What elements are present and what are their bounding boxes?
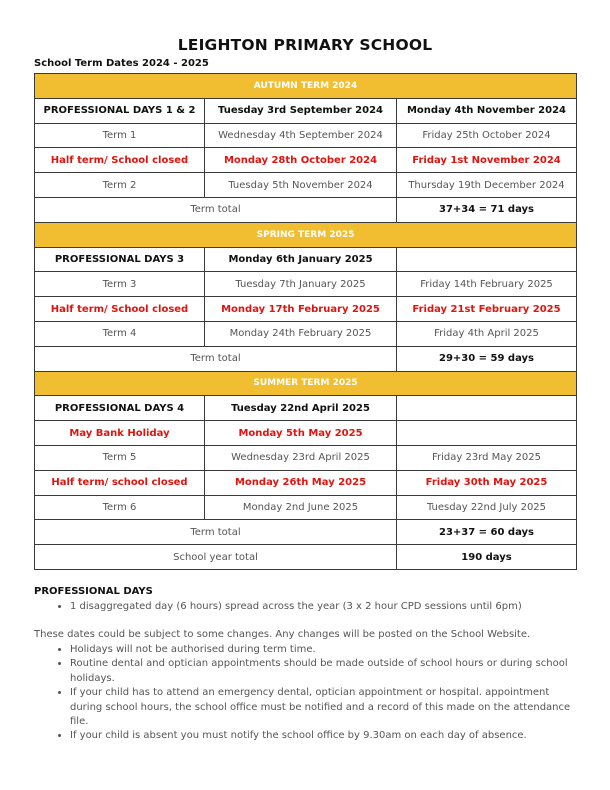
- term-total-value: 29+30 = 59 days: [397, 346, 577, 371]
- start-date: Monday 2nd June 2025: [205, 495, 397, 520]
- summer-term-header: SUMMER TERM 2025: [35, 371, 577, 396]
- row-label: PROFESSIONAL DAYS 4: [35, 396, 205, 421]
- table-row: [35, 297, 577, 322]
- end-date: [397, 396, 577, 421]
- end-date: Friday 25th October 2024: [397, 123, 577, 148]
- end-date: Friday 14th February 2025: [397, 272, 577, 297]
- end-date: Friday 21st February 2025: [397, 297, 577, 322]
- notice-list: [34, 643, 576, 744]
- row-label: May Bank Holiday: [35, 421, 205, 446]
- table-row: [35, 148, 577, 173]
- table-row: [35, 272, 577, 297]
- row-label: Term 6: [35, 495, 205, 520]
- school-year-total-label: School year total: [35, 545, 397, 570]
- end-date: Thursday 19th December 2024: [397, 173, 577, 198]
- list-item: • Routine dental and optician appointments should be made outside of school hours or during school holidays.: [70, 657, 576, 686]
- notice-intro: These dates could be subject to some changes. Any changes will be posted on the School Website.: [34, 629, 531, 640]
- end-date: Friday 30th May 2025: [397, 470, 577, 495]
- list-item: • 1 disaggregated day (6 hours) spread across the year (3 x 2 hour CPD sessions until 6pm): [70, 600, 576, 614]
- start-date: Monday 5th May 2025: [205, 421, 397, 446]
- end-date: Tuesday 22nd July 2025: [397, 495, 577, 520]
- end-date: [397, 247, 577, 272]
- autumn-term-header: AUTUMN TERM 2024: [35, 74, 577, 99]
- professional-days-list: [34, 600, 576, 614]
- term-total-label: Term total: [35, 520, 397, 545]
- term-total-row: [35, 520, 577, 545]
- row-label: Half term/ School closed: [35, 148, 205, 173]
- row-label: Half term/ School closed: [35, 297, 205, 322]
- start-date: Wednesday 23rd April 2025: [205, 445, 397, 470]
- table-row: [35, 173, 577, 198]
- start-date: Tuesday 22nd April 2025: [205, 396, 397, 421]
- term-total-row: [35, 197, 577, 222]
- table-row: [35, 98, 577, 123]
- term-total-label: Term total: [35, 197, 397, 222]
- table-row: [35, 421, 577, 446]
- start-date: Monday 26th May 2025: [205, 470, 397, 495]
- end-date: Friday 4th April 2025: [397, 321, 577, 346]
- school-year-total-row: [35, 545, 577, 570]
- end-date: Monday 4th November 2024: [397, 98, 577, 123]
- row-label: PROFESSIONAL DAYS 3: [35, 247, 205, 272]
- row-label: Half term/ school closed: [35, 470, 205, 495]
- start-date: Monday 28th October 2024: [205, 148, 397, 173]
- table-row: [35, 321, 577, 346]
- start-date: Tuesday 5th November 2024: [205, 173, 397, 198]
- start-date: Wednesday 4th September 2024: [205, 123, 397, 148]
- start-date: Monday 6th January 2025: [205, 247, 397, 272]
- table-row: [35, 123, 577, 148]
- row-label: Term 4: [35, 321, 205, 346]
- start-date: Monday 24th February 2025: [205, 321, 397, 346]
- end-date: [397, 421, 577, 446]
- page-title: LEIGHTON PRIMARY SCHOOL: [177, 36, 433, 54]
- spring-term-header: SPRING TERM 2025: [35, 222, 577, 247]
- table-subtitle: School Term Dates 2024 - 2025: [34, 58, 209, 69]
- school-year-total-value: 190 days: [397, 545, 577, 570]
- start-date: Tuesday 7th January 2025: [205, 272, 397, 297]
- summer-header-row: [35, 371, 577, 396]
- list-item: • If your child has to attend an emergency dental, optician appointment or hospital. appointment during school hours, the school office must be notified and a record of this made on the attendance file.: [70, 686, 576, 729]
- professional-days-heading: PROFESSIONAL DAYS: [34, 586, 153, 597]
- term-total-row: [35, 346, 577, 371]
- list-item: • Holidays will not be authorised during term time.: [70, 643, 576, 657]
- term-total-value: 37+34 = 71 days: [397, 197, 577, 222]
- table-row: [35, 495, 577, 520]
- table-row: [35, 445, 577, 470]
- table-row: [35, 247, 577, 272]
- term-total-value: 23+37 = 60 days: [397, 520, 577, 545]
- end-date: Friday 23rd May 2025: [397, 445, 577, 470]
- spring-header-row: [35, 222, 577, 247]
- term-total-label: Term total: [35, 346, 397, 371]
- table-row: [35, 470, 577, 495]
- autumn-header-row: [35, 74, 577, 99]
- row-label: Term 5: [35, 445, 205, 470]
- row-label: Term 3: [35, 272, 205, 297]
- end-date: Friday 1st November 2024: [397, 148, 577, 173]
- table-row: [35, 396, 577, 421]
- row-label: PROFESSIONAL DAYS 1 & 2: [35, 98, 205, 123]
- list-item: • If your child is absent you must notify the school office by 9.30am on each day of absence.: [70, 729, 576, 743]
- row-label: Term 2: [35, 173, 205, 198]
- start-date: Monday 17th February 2025: [205, 297, 397, 322]
- term-dates-table: [34, 73, 577, 570]
- start-date: Tuesday 3rd September 2024: [205, 98, 397, 123]
- row-label: Term 1: [35, 123, 205, 148]
